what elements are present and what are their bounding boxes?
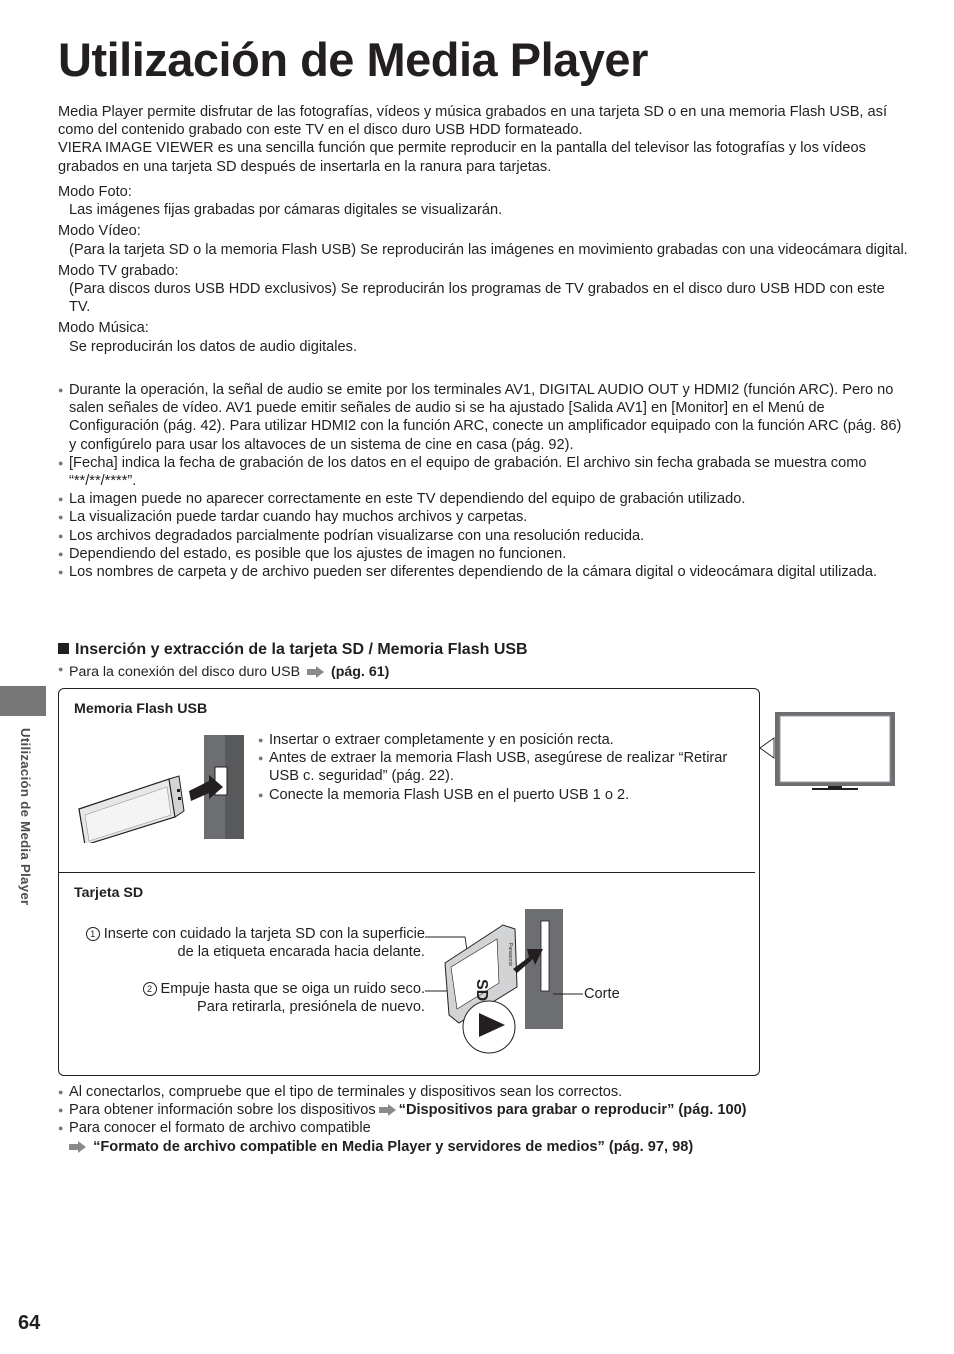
footer-note: ● Al conectarlos, compruebe que el tipo de terminales y dispositivos sean los correctos. — [58, 1083, 908, 1101]
arrow-right-icon — [307, 666, 324, 678]
side-section-label: Utilización de Media Player — [18, 728, 33, 906]
arrow-right-icon — [69, 1141, 86, 1153]
sd-step-2 — [63, 980, 425, 1016]
intro-paragraph: Media Player permite disfrutar de las fotografías, vídeos y música grabados en una tarjeta SD o en una memoria Flash USB, así como del contenido grabado con este TV en el disco duro USB HDD formateado. — [58, 104, 888, 139]
footer-ref-line — [58, 1138, 908, 1156]
usb-hdd-ref[interactable]: (pág. 61) — [330, 664, 390, 680]
footer-note — [58, 1101, 908, 1119]
usb-hdd-note — [58, 664, 389, 680]
usb-instruction-item: ● Antes de extraer la memoria Flash USB, asegúrese de realizar “Retirar USB c. seguridad” (pág. 22). — [258, 749, 748, 785]
mode-name: Modo Foto: — [58, 184, 132, 200]
mode-music — [58, 319, 908, 355]
sd-card-brand: Panasonic — [507, 943, 513, 967]
sd-card-logo: SD — [473, 979, 490, 1002]
intro-paragraph: VIERA IMAGE VIEWER es una sencilla función que permite reproducir en la pantalla del televisor las fotografías y los vídeos grabados en una tarjeta SD después de insertarla en la ranura para tarjetas. — [58, 140, 866, 175]
page-title: Utilización de Media Player — [58, 33, 648, 86]
step-number-icon: 2 — [143, 982, 157, 996]
note-item: ● La visualización puede tardar cuando hay muchos archivos y carpetas. — [58, 508, 903, 526]
mode-photo — [58, 183, 908, 219]
section-tab — [0, 686, 46, 716]
mode-name: Modo TV grabado: — [58, 262, 179, 279]
devices-ref[interactable]: “Dispositivos para grabar o reproducir” (pág. 100) — [398, 1102, 747, 1119]
sd-step-2-line: Para retirarla, presiónela de nuevo. — [197, 999, 425, 1016]
arrow-right-icon — [379, 1104, 396, 1116]
footer-note: ● Para conocer el formato de archivo compatible — [58, 1119, 908, 1137]
cut-label: Corte — [584, 986, 620, 1002]
mode-desc: (Para la tarjeta SD o la memoria Flash USB) Se reproducirán las imágenes en movimiento grabadas con una videocámara digital. — [69, 241, 908, 258]
mode-desc: Las imágenes fijas grabadas por cámaras digitales se visualizarán. — [69, 202, 503, 219]
usb-heading: Memoria Flash USB — [74, 701, 208, 717]
step-number-icon: 1 — [86, 927, 100, 941]
footer-note-text: Para obtener información sobre los dispositivos — [69, 1102, 376, 1119]
mode-name: Modo Vídeo: — [58, 223, 141, 240]
section-title-text: Inserción y extracción de la tarjeta SD / Memoria Flash USB — [75, 641, 528, 658]
mode-recorded-tv — [58, 262, 908, 317]
footer-notes — [58, 1083, 908, 1156]
usb-instruction-item: ● Insertar o extraer completamente y en posición recta. — [258, 731, 748, 749]
note-item: ● Los nombres de carpeta y de archivo pueden ser diferentes dependiendo de la cámara digital o videocámara digital utilizada. — [58, 563, 903, 581]
sd-card-illustration — [425, 903, 635, 1063]
mode-desc: Se reproducirán los datos de audio digitales. — [69, 338, 358, 355]
note-item: ● [Fecha] indica la fecha de grabación de los datos en el equipo de grabación. El archivo sin fecha grabada se muestra como “**/**/****”. — [58, 454, 903, 490]
modes-list — [58, 183, 908, 359]
sd-step-1 — [63, 925, 425, 961]
sd-step-1-line: de la etiqueta encarada hacia delante. — [177, 944, 425, 961]
sd-heading: Tarjeta SD — [74, 885, 144, 901]
note-item: ● Los archivos degradados parcialmente podrían visualizarse con una resolución reducida. — [58, 527, 903, 545]
usb-flash-illustration — [77, 731, 249, 843]
file-format-ref[interactable]: “Formato de archivo compatible en Media Player y servidores de medios” (pág. 97, 98) — [93, 1138, 694, 1155]
sd-step-2-line: Empuje hasta que se oiga un ruido seco. — [160, 981, 425, 997]
intro — [58, 103, 908, 176]
usb-hdd-note-text: Para la conexión del disco duro USB — [69, 664, 301, 680]
usb-instruction-item: ● Conecte la memoria Flash USB en el puerto USB 1 o 2. — [258, 786, 748, 804]
note-item: ● Dependiendo del estado, es posible que los ajustes de imagen no funcionen. — [58, 545, 903, 563]
usb-instructions — [258, 731, 748, 804]
section-title — [58, 641, 528, 659]
page-number: 64 — [18, 1312, 41, 1334]
sd-step-1-line: Inserte con cuidado la tarjeta SD con la superficie — [103, 926, 425, 942]
tv-illustration — [758, 710, 898, 792]
divider — [59, 872, 755, 873]
square-bullet-icon — [58, 643, 69, 654]
mode-name: Modo Música: — [58, 320, 149, 337]
note-item: ● La imagen puede no aparecer correctamente en este TV dependiendo del equipo de grabación utilizado. — [58, 490, 903, 508]
mode-video — [58, 222, 908, 258]
notes-list — [58, 381, 903, 581]
note-item: ● Durante la operación, la señal de audio se emite por los terminales AV1, DIGITAL AUDIO OUT y HDMI2 (función ARC). Pero no salen señales de vídeo. AV1 puede emitir señales de audio si se ha ajustado [Salida AV1] en [Monitor] en el Menú de Configuración (pág. 42). Para utilizar HDMI2 con la función ARC, conecte un amplificador equipado con la función ARC (pág. 86) y configúrelo para usar los altavoces de un sistema de cine en casa (pág. 92). — [58, 381, 903, 454]
mode-desc: (Para discos duros USB HDD exclusivos) Se reproducirán los programas de TV grabados en el disco duro USB HDD con este TV. — [69, 281, 885, 316]
insertion-diagram-box — [58, 688, 760, 1076]
